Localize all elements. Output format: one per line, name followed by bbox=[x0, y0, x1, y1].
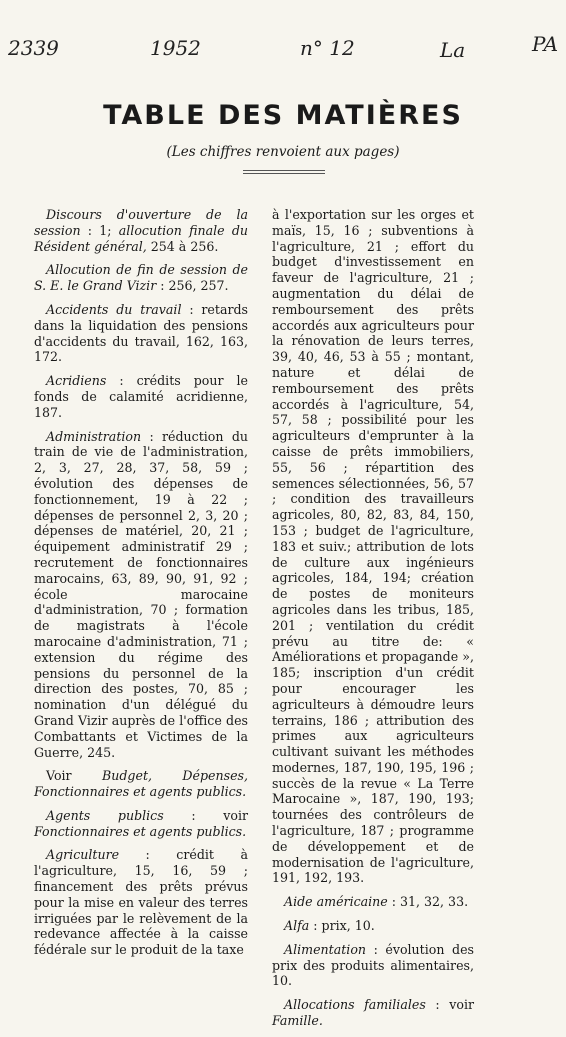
left-column bbox=[34, 207, 248, 966]
page-subtitle: (Les chiffres renvoient aux pages) bbox=[166, 144, 400, 160]
index-entry: Accidents du travail : retards dans la liquidation des pensions d'accidents du travail, 162, 163, 172. bbox=[34, 301, 249, 365]
index-entry: Acridiens : crédits pour le fonds de calamité acridienne, 187. bbox=[34, 373, 248, 420]
handwritten-year: 1952 bbox=[150, 36, 201, 60]
handwritten-note: La bbox=[440, 38, 466, 62]
index-entry: Allocution de fin de session de S. E. le Grand Vizir : 256, 257. bbox=[34, 262, 248, 294]
index-entry: Discours d'ouverture de la session : 1; allocution finale du Résident général, 254 à 256. bbox=[34, 207, 248, 254]
index-entry: Agents publics : voir Fonctionnaires et agents publics. bbox=[34, 807, 248, 839]
index-entry: Agriculture : crédit à l'agriculture, 15, 16, 59 ; financement des prêts prévus pour la mise en valeur des terres irriguées par le relèvement de la redevance affectée à la caisse fédérale sur le produit de la taxe bbox=[34, 847, 248, 958]
index-entry: Alfa : prix, 10. bbox=[284, 918, 375, 934]
divider bbox=[243, 170, 325, 174]
handwritten-initials: PA bbox=[532, 32, 559, 56]
index-entry: Allocations familiales : voir Famille. bbox=[272, 997, 474, 1029]
page-title: TABLE DES MATIÈRES bbox=[103, 100, 463, 131]
index-entry-continued: à l'exportation sur les orges et maïs, 15, 16 ; subventions à l'agriculture, 21 ; effort du budget d'investissement en faveur de l'agriculture, 21 ; augmentation du délai de remboursement des prêts accordés aux agriculteurs pour la rénovation de leurs terres, 39, 40, 46, 53 à 55 ; montant, nature et délai de remboursement des prêts accordés à l'agriculture, 54, 57, 58 ; possibilité pour les agriculteurs d'emprunter à la caisse de prêts immobiliers, 55, 56 ; répartition des semences sélectionnées, 56, 57 ; condition des travailleurs agricoles, 80, 82, 83, 84, 150, 153 ; budget de l'agriculture, 183 et suiv.; attribution de lots de culture aux ingénieurs agricoles, 184, 194; création de postes de moniteurs agricoles dans les tribus, 185, 201 ; ventilation du crédit prévu au titre de: « Améliorations et propagande », 185; inscription d'un crédit pour encourager les agriculteurs à démoudre leurs terrains, 186 ; attribution des primes aux agriculteurs cultivant suivant les méthodes modernes, 187, 190, 195, 196 ; succès de la revue « La Terre Marocaine », 187, 190, 193; tournées des contrôleurs de l'agriculture, 187 ; programme de développement et de modernisation de l'agriculture, 191, 192, 193. bbox=[272, 207, 474, 886]
handwritten-number: 2339 bbox=[8, 36, 59, 60]
handwritten-issue: n° 12 bbox=[300, 36, 355, 60]
index-entry: Alimentation : évolution des prix des produits alimentaires, 10. bbox=[272, 941, 474, 989]
index-entry: Administration : réduction du train de vie de l'administration, 2, 3, 27, 28, 37, 58, 59 ; évolution des dépenses de fonctionnement, 19 à 22 ; dépenses de personnel 2, 3, 20 ; dépenses de matériel, 20, 21 ; équipement administratif 29 ; recrutement de fonctionnaires marocains, 63, 89, 90, 91, 92 ; école marocaine d'administration, 70 ; formation de magistrats à l'école marocaine d'administration, 71 ; extension du régime des pensions du personnel de la direction des postes, 70, 85 ; nomination d'un délégué du Grand Vizir auprès de l'office des Combattants et Victimes de la Guerre, 245. bbox=[34, 428, 248, 760]
right-column bbox=[272, 207, 474, 1037]
index-entry: Voir Budget, Dépenses, Fonctionnaires et agents publics. bbox=[34, 768, 248, 800]
index-entry: Aide américaine : 31, 32, 33. bbox=[284, 894, 469, 910]
